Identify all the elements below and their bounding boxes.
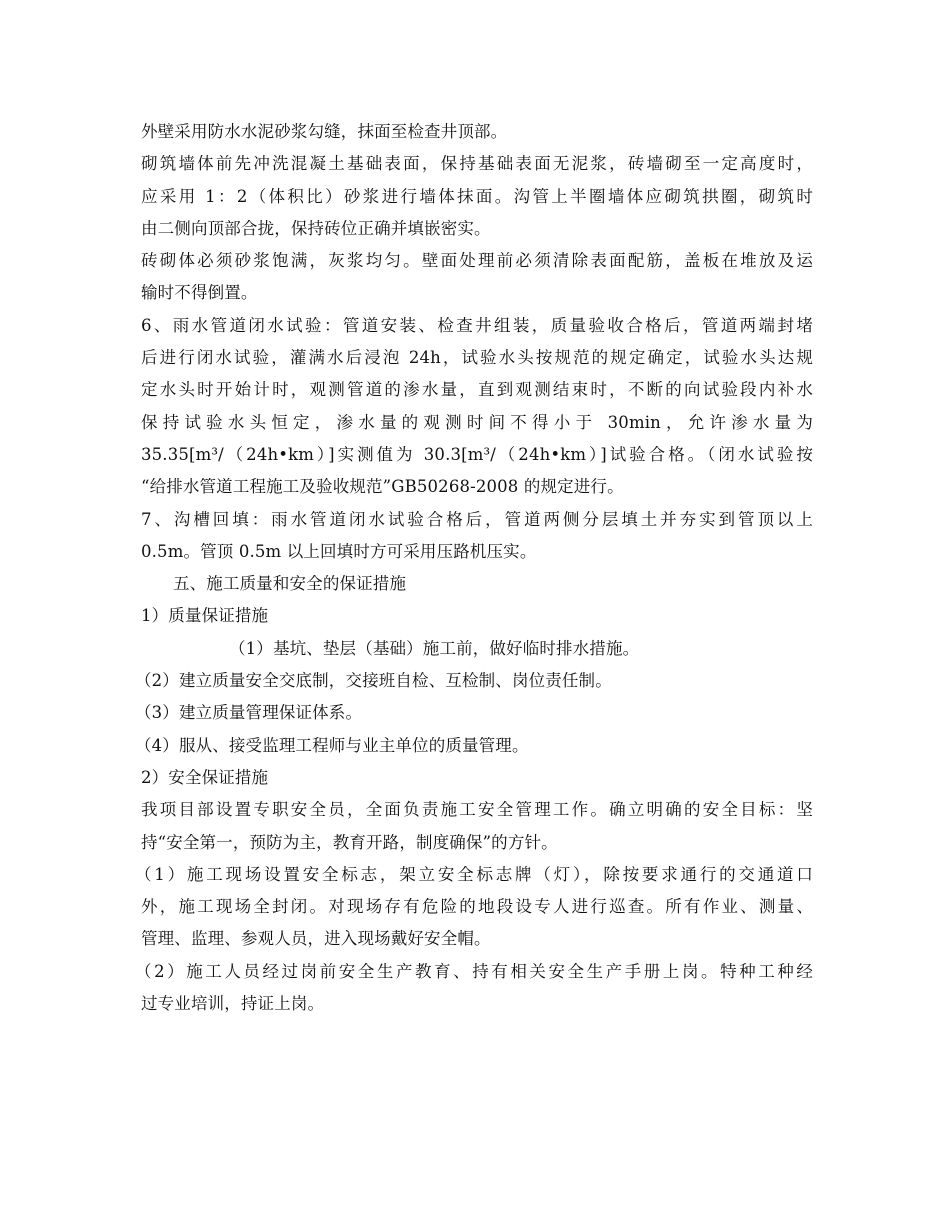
paragraph-line: 输时不得倒置。 bbox=[141, 283, 258, 303]
paragraph-line: 持“安全第一，预防为主，教育开路，制度确保”的方针。 bbox=[141, 832, 558, 852]
paragraph-line: 后进行闭水试验，灌满水后浸泡 24h，试验水头按规范的规定确定，试验水头达规 bbox=[141, 348, 813, 368]
list-item: （4）服从、接受监理工程师与业主单位的质量管理。 bbox=[135, 735, 529, 755]
paragraph-line: 7、沟槽回填：雨水管道闭水试验合格后，管道两侧分层填土并夯实到管顶以上 bbox=[141, 509, 813, 529]
list-item: （2）施工人员经过岗前安全生产教育、持有相关安全生产手册上岗。特种工种经 bbox=[135, 961, 813, 981]
paragraph-line: 0.5m。管顶 0.5m 以上回填时方可采用压路机压实。 bbox=[141, 541, 537, 561]
subsection-heading: 2）安全保证措施 bbox=[141, 767, 269, 787]
paragraph-line: 由二侧向顶部合拢，保持砖位正确并填嵌密实。 bbox=[141, 218, 491, 238]
paragraph-line: 过专业培训，持证上岗。 bbox=[141, 994, 325, 1014]
document-body bbox=[135, 116, 813, 1020]
paragraph-line: 外壁采用防水水泥砂浆勾缝，抹面至检查井顶部。 bbox=[141, 122, 508, 141]
paragraph-line: 35.35[m³/（24h•km）]实测值为 30.3[m³/（24h•km）]试验合格。（闭水试验按 bbox=[141, 444, 813, 464]
paragraph-line: 定水头时开始计时，观测管道的渗水量，直到观测结束时，不断的向试验段内补水 bbox=[141, 380, 813, 400]
section-heading: 五、施工质量和安全的保证措施 bbox=[173, 574, 407, 594]
paragraph-line: 我项目部设置专职安全员，全面负责施工安全管理工作。确立明确的安全目标：坚 bbox=[141, 800, 813, 820]
subsection-heading: 1）质量保证措施 bbox=[141, 606, 269, 626]
list-item: （1）施工现场设置安全标志，架立安全标志牌（灯），除按要求通行的交通道口 bbox=[135, 864, 813, 884]
paragraph-line: “给排水管道工程施工及验收规范”GB50268-2008 的规定进行。 bbox=[141, 477, 624, 497]
list-item: （3）建立质量管理保证体系。 bbox=[135, 703, 363, 723]
paragraph-line: 砖砌体必须砂浆饱满，灰浆均匀。壁面处理前必须清除表面配筋，盖板在堆放及运 bbox=[141, 251, 813, 271]
paragraph-line: 应采用 1：2（体积比）砂浆进行墙体抹面。沟管上半圈墙体应砌筑拱圈，砌筑时 bbox=[141, 186, 813, 206]
list-item: （1）基坑、垫层（基础）施工前，做好临时排水措施。 bbox=[229, 638, 640, 658]
list-item: （2）建立质量安全交底制，交接班自检、互检制、岗位责任制。 bbox=[135, 671, 612, 691]
paragraph-line: 管理、监理、参观人员，进入现场戴好安全帽。 bbox=[141, 929, 491, 949]
paragraph-line: 保持试验水头恒定，渗水量的观测时间不得小于 30min，允许渗水量为 bbox=[141, 412, 813, 432]
paragraph-line: 外，施工现场全封闭。对现场存有危险的地段设专人进行巡查。所有作业、测量、 bbox=[141, 897, 813, 917]
paragraph-line: 砌筑墙体前先冲洗混凝土基础表面，保持基础表面无泥浆，砖墙砌至一定高度时， bbox=[141, 154, 813, 174]
paragraph-line: 6、雨水管道闭水试验：管道安装、检查井组装，质量验收合格后，管道两端封堵 bbox=[141, 315, 813, 335]
